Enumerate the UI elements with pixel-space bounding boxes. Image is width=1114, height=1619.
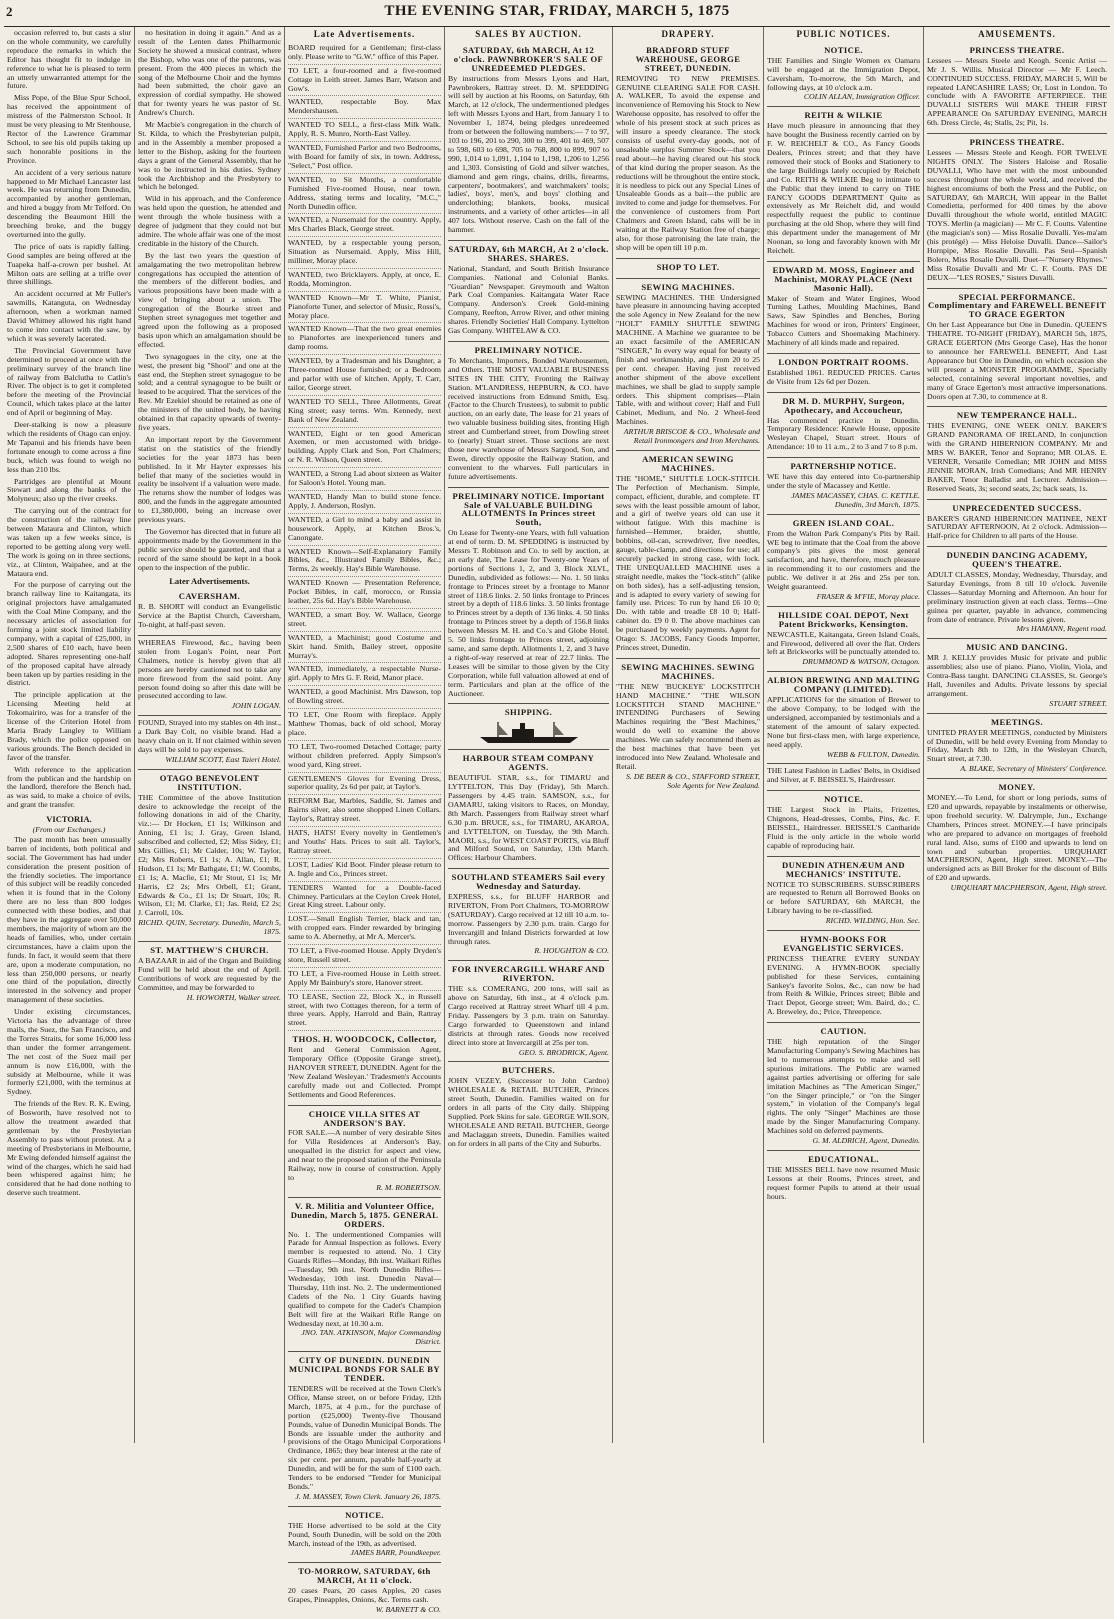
ad-signature: G. M. ALDRICH, Agent, Dunedin. [812, 1136, 920, 1146]
classified-ad: TO LET, One Room with fireplace. Apply Matthew Thomas, back of old school, Moray place. [288, 709, 441, 741]
steamship-icon [448, 719, 609, 745]
advertisement [448, 241, 609, 342]
news-paragraph: occasion referred to, but casts a slur on the whole community, we carefully reproduce the remarks in which the Editor has thought fit to indulge in reference to what he is pleased to term an utterly unwarranted attempt for the future. [7, 28, 131, 91]
classified-ad: TO LET, Two-roomed Detached Cottage; party without children preferred. Apply Simpson's wood yard, King street. [288, 741, 441, 773]
ad-body: R. B. SHORT will conduct an Evangelistic Service at the Baptist Church, Caversham, To-night, at half-past seven. [138, 602, 281, 630]
ad-body: THE s.s. COMERANG, 200 tons, will sail as above on Saturday, 6th inst., at 4 o'clock p.m. Cargo received at Rattray street Wharf till 4 p.m. Friday. Passengers by 3 p.m. train on Saturday. Cargo forwarded to Queenstown and inland districts at through rates. Goods now received direct into store at Invercargill at 25s per ton. [448, 984, 609, 1047]
ad-signature: FRASER & M'FIE, Moray place. [816, 591, 920, 601]
column-3-late-ads [284, 27, 444, 1614]
ad-title: AMERICAN SEWING MACHINES. [642, 453, 734, 473]
classified-ad: TENDERS Wanted for a Double-faced Chimney. Particulars at the Ceylon Creek Hotel, Great King street. Labour only. [288, 882, 441, 914]
ad-signature: H. HOWORTH, Walker street. [186, 992, 281, 1002]
ad-body: "THE NEW 'BUCKEYE' LOCKSTITCH HAND MACHINE." "THE WILSON LOCKSTITCH STAND MACHINE." INTENDING Purchasers of Sewing Machines requiring the "Best Machines," would do well to examine the above machines. We can safely recommend them as the best machines that have been yet introduced into New Zealand. Wholesale and Retail. [616, 681, 760, 771]
advertisement [288, 1563, 441, 1619]
classified-ad: WANTED Known—Mr T. White, Pianist, Pianoforte Tuner, and selector of Music, Rossi's, Moray place. [288, 292, 441, 324]
ad-body: Established 1861. REDUCED PRICES. Cartes de Visite from 12s 6d per Dozen. [767, 367, 920, 386]
ad-body: NOTICE TO SUBSCRIBERS. SUBSCRIBERS are requested to Return all Borrowed Books on or before SATURDAY, 6th MARCH, the Library having to be re-classified. [767, 879, 920, 916]
advertisement [138, 636, 281, 716]
masthead [0, 0, 1114, 24]
ad-title: SPECIAL PERFORMANCE. Complimentary and FAREWELL BENEFIT TO GRACE EGERTON [928, 291, 1106, 320]
ad-title: HILLSIDE COAL DEPOT, Next Patent Brickworks, Kensington. [778, 609, 909, 629]
advertisement [767, 458, 920, 515]
classified-ad: TO LET, a Five-roomed House. Apply Dryden's store, Russell street. [288, 945, 441, 968]
advertisement [288, 1106, 441, 1198]
ad-signature: W. BARNETT & CO. [375, 1604, 441, 1614]
news-paragraph: Wild in his approach, and the Conference was held upon the question, he attended and went through the whole business with a degree of judgment that they could not but admire. The whole affair was one of the most creditable in the history of the Church. [138, 194, 281, 248]
advertisement [138, 588, 281, 636]
ad-signature: R. HOUGHTON & CO. [534, 946, 609, 956]
classified-ad: WANTED Known—That the two great enemies to Pianofortes are inexperienced tuners and damp rooms. [288, 323, 441, 355]
advertisement [767, 931, 920, 1023]
ad-body: Maker of Steam and Water Engines, Wood Turning Lathes, Moulding Machines, Band Saws, Saw Spindles and Benches, Boring Machines for wood or iron, Printers' Engineer, Tobacco Cutters and Shoemaking Machinery. Machinery of all kinds made and repaired. [767, 293, 920, 348]
ad-title: OTAGO BENEVOLENT INSTITUTION. [159, 772, 260, 792]
advertisement [927, 779, 1107, 897]
ad-title: DUNEDIN DANCING ACADEMY, QUEEN'S THEATRE. [946, 550, 1088, 570]
news-paragraph: no hesitation in doing it again." And as a result of the Lenten dates Philharmonic Society he showed a musical contrast, where the Bishop, who was one of the patrons, was present. From the 400 pieces in which the song of the Melbourne Choir and the hymns had been submitted, the choir gave an expression of cordial sympathy. He showed that for twenty years he was pastor of St. Andrew's Church. [138, 28, 281, 118]
ad-body: THIS EVENING, ONE WEEK ONLY. BAKER'S GRAND PANORAMA OF IRELAND, In conjunction with the GRAND HIBERNION COMPANY. Mr and MRS W. BAKER, Tenor and Soprano; MR OLAS. E. VERNER, Versatile Comedian; MR JOHN and MISS JENNIE MORAN, Irish Comedians; And MR HENRY BAKER, Tenor Balladist and Lecturer. Admission—Reserved Seats, 3s; second seats, 2s; back seats, 1s. [927, 421, 1107, 493]
news-paragraph: Partridges are plentiful at Mount Stewart and along the banks of the Molyneux; also up the river creeks. [7, 476, 131, 504]
victoria-subheading: (From our Exchanges.) [32, 825, 106, 835]
column-2-news [134, 27, 284, 1443]
ad-title: SHOP TO LET. [656, 261, 720, 272]
news-paragraph: Miss Pope, of the Blue Spur School, has received the appointment of mistress of the Palmerston School. It must be very pleasing to Mr Stenhouse, Rector of the Lawrence Grammar School, to see his old pupils taking up such honorable positions in the Province. [7, 93, 131, 165]
public-notices-heading: PUBLIC NOTICES. [796, 29, 891, 39]
advertisement [448, 869, 609, 961]
ad-title: SEWING MACHINES. [641, 281, 735, 292]
classified-ad: HATS, HATS! Every novelty in Gentlemen's and Youths' Hats. Prices to suit all. Taylor's, Rattray street. [288, 827, 441, 859]
classified-ad: WANTED, by a respectable young person, Situation as Nursemaid. Apply, Miss Hill, milliner, Moray place. [288, 237, 441, 269]
ad-title: NOTICE. [824, 794, 863, 805]
advertisement [767, 354, 920, 393]
ad-body: 20 cases Pears, 20 cases Apples, 20 cases Grapes, Pineapples, Onions, &c. Terms cash. [288, 1586, 441, 1605]
ad-signature: RICHD. WILDING, Hon. Sec. [825, 916, 920, 926]
ad-title: UNPRECEDENTED SUCCESS. [952, 502, 1082, 513]
ad-body: On her Last Appearance but One in Dunedin. QUEEN'S THEATRE. TO-NIGHT (FRIDAY), MARCH 5th, 1875, GRACE EGERTON (Mrs George Case), Has the honor to announce her FAREWELL BENEFIT, And Last Appearance but One in Dunedin, on which occasion she will present a MONSTER PROGRAMME, Specially selected, containing several important novelties, and many of Grace Egerton's most attractive impersonations. Doors open at 7.30, to commence at 8. [927, 320, 1107, 401]
advertisement [448, 961, 609, 1062]
classified-ad: WANTED, to Sit Months, a comfortable Furnished Five-roomed House, near town. Address, stating terms and locality, "M.C.," North Dunedin office. [288, 174, 441, 215]
ad-signature: DRUMMOND & WATSON, Octagon. [802, 657, 920, 667]
news-paragraph: Under existing circumstances, Victoria has the advantage of three mails, the Suez, the San Francisco, and the Torres Straits, for some 16,000 less than under the former arrangement. The net cost of the Suez mail per annum is now £16,000, with the subsidy at Melbourne, while it was formerly £21,000, with the terminus at Sydney. [7, 1007, 131, 1097]
ad-signature: S. DE BEER & CO., STAFFORD STREET, Sole Agents for New Zealand. [626, 771, 760, 790]
classified-ad: GENTLEMEN'S Gloves for Evening Dress, superior quality, 2s 6d per pair, at Taylor's. [288, 773, 441, 796]
classified-ad: WANTED, a Strong Lad about sixteen as Waiter for Saloon's Hotel. Young man. [288, 468, 441, 491]
ad-signature: JNO. TAN. ATKINSON, Major Commanding District. [301, 1328, 441, 1347]
classified-ad: WANTED Known—Self-Explanatory Family Bibles, &c., Illustrated Family Bibles, &c.; Terms, 2s weekly. Hay's Bible Warehouse. [288, 546, 441, 578]
ad-title: EDUCATIONAL. [808, 1153, 879, 1164]
ad-title: PRINCESS THEATRE. [969, 137, 1065, 148]
advertisement [448, 42, 609, 241]
advertisement [288, 1352, 441, 1507]
ad-signature: WILLIAM SCOTT, East Taieri Hotel. [165, 754, 281, 764]
ad-body: ADULT CLASSES, Monday, Wednesday, Thursday, and Saturday Evenings, from 8 till 10 o'clock. Juvenile Classes—Saturday Morning and Afternoon. An hour for preliminary instruction given at each class. Terms—One guinea per quarter, payable in advance, commencing from date of entrance. Private lessons given. [927, 570, 1107, 624]
advertisement [448, 750, 609, 869]
advertisement [927, 714, 1107, 779]
advertisement [288, 1031, 441, 1105]
classified-ad: WANTED, Furnished Parlor and two Bedrooms, with Board for family of six, in town. Address, "Select," Post office. [288, 142, 441, 174]
classified-ad: WANTED, a Girl to mind a baby and assist in housework. Apply, at Kitchen Bros.'s, Canongate. [288, 514, 441, 546]
ad-title: NOTICE. [824, 44, 863, 55]
classified-ad: REFORM Bar, Marbles, Saddle, St. James and Bairns silver, also some shopped Linen Collars. Taylor's, Rattray street. [288, 795, 441, 827]
column-7-amusements [923, 27, 1110, 1443]
classified-ad: WANTED, a Nursemaid for the country. Apply, Mrs Charles Black, George street. [288, 214, 441, 237]
advertisement [616, 279, 760, 451]
ad-body: FOUND, Strayed into my stables on 4th inst., a Dark Bay Colt, no visible brand. Had a heavy chain on it. If not claimed within seven days will be sold to pay expenses. [138, 718, 281, 754]
advertisement [767, 791, 920, 856]
ad-title: BRADFORD STUFF WAREHOUSE, GEORGE STREET, DUNEDIN. [635, 44, 741, 73]
drapery-heading: DRAPERY. [661, 29, 715, 39]
ad-title: FOR INVERCARGILL WHARF AND RIVERTON. [452, 964, 605, 984]
advertisement [927, 639, 1107, 713]
classified-ad: TO LET, a Five-roomed House in Leith street. Apply Mr Bainbury's store, Hanover street. [288, 968, 441, 991]
column-4-auctions [444, 27, 612, 1443]
ad-body: On Lease for Twenty-one Years, with full valuation at end of term. D. M. SPEDDING is instructed by Messrs T. Robinson and Co. to sell by auction, at an early date, The Lease for Twenty-one Years of portions of Sections 1, 2, and 3, Block XLVI., Dunedin, subdivided as follows:— No. 1. 50 links frontage to Princes street by a frontage to Manor street of 118.6 links. 2. 50 links frontage to Princes street by a depth of 118.6 links. 3. 50 links frontage to Princes street by a depth of 136 links. 4. 50 links frontage to Princes street by a depth of 156.8 links between Messrs M. H. and Co.'s and Globe Hotel. 5. 50 links frontage to Princes street, adjoining same, and same depth. Allotments 1, 2, and 3 have a right-of-way reserved at rear of 22.7 links. The Leases will be similar to those given by the City Corporation, while full valuation allowed at end of term. Particulars and plan at the office of the Auctioneer. [448, 528, 609, 698]
advertisement [927, 407, 1107, 499]
ad-signature: COLIN ALLAN, Immigration Officer. [803, 92, 920, 102]
classified-ad: LOST, Ladies' Kid Boot. Finder please return to A. Ingle and Co., Princes street. [288, 859, 441, 882]
column-6-public-notices [763, 27, 923, 1443]
ad-body: EXPRESS, s.s., for BLUFF HARBOR and RIVERTON, From Port Chalmers, TO-MORROW (SATURDAY). Cargo received at 12 till 10 a.m. to-morrow. Passengers by 2.30 p.m. train. Cargo for Invercargill and Inland Districts forwarded at low through rates. [448, 892, 609, 946]
classified-ad: WANTED TO SELL, a first-class Milk Walk. Apply, R. S. Munro, North-East Valley. [288, 119, 441, 142]
classified-ad: TO LET, a four-roomed and a five-roomed Cottage in Leith street. James Barr, Watson and Gow's. [288, 65, 441, 97]
ad-body: MR J. KELLY provides Music for private and public assemblies; also use of piano. Piano, Violin, Viola, and Contra-Bass taught. DANCING CLASSES, St. George's Hall, Juveniles and Adults. Private lessons by special arrangement. [927, 653, 1107, 698]
news-paragraph: The Governor has directed that in future all appointments made by the Government in the public service should be gazetted, and that a record of the same should be kept in a book open to the inspection of the public. [138, 526, 281, 572]
ad-body: Rent and General Commission Agent, Temporary Office (Opposite Grange street), HANOVER STREET, DUNEDIN. Agent for the 'New Zealand Wesleyan.' Tradesmen's Accounts carefully made out and Collected. Prompt Settlements and Good References. [288, 1045, 441, 1099]
ad-body: BEAUTIFUL STAR, s.s., for TIMARU and LYTTELTON, This Day (Friday), 5th March. Passengers by 4.45 train. SAMSON, s.s., for OAMARU, taking visitors to Races, on Monday, 8th March. Passengers from Railway street wharf 6.30 p.m. BRUCE, s.s., for TIMARU, AKAROA, and LYTTELTON, on Tuesday, the 9th March. MAORI, s.s., for WEST COAST PORTS, via Bluff and Milford Sound, on Saturday, 13th March. Offices: Harbour Chambers. [448, 773, 609, 863]
news-paragraph: By the last two years the question of amalgamating the two metropolitan hebrew congregations has occupied the attention of the members of the different bodies, and various propositions have been made with a view of bringing about a union. The congregation of the Bourke street and Stephen street synagogues met together and agreed upon the following as a proposed basis upon which an amalgamation should be effected. [138, 250, 281, 349]
news-paragraph: An important report by the Government statist on the statistics of the friendly societies for the year 1873 has been published. In it Mr Hayter expresses his belief that many of the societies would in reality be insolvent if a valuation were made. The returns show the number of lodges was 800, and the funds in the aggregate amounted to £1,380,000, being an increase over previous years. [138, 434, 281, 525]
news-paragraphs-continued [138, 29, 281, 572]
ad-title: SATURDAY, 6th MARCH, At 2 o'clock. SHARES. SHARES. [448, 243, 609, 263]
advertisement [767, 764, 920, 791]
later-ads-list [138, 588, 281, 1006]
ad-body: THE Largest Stock in Plaits, Frizettes, Chignons, Head-dresses, Combs, Pins, &c. F. BEISSEL, Hairdresser. BEISSEL'S Cantharide Fluid is the only article in the whole world capable of reproducing hair. [767, 805, 920, 850]
ad-title: CHOICE VILLA SITES AT ANDERSON'S BAY. [308, 1108, 421, 1128]
advertisement [448, 342, 609, 488]
classified-ad: WANTED, a smart Boy. W. Wallace, George street. [288, 609, 441, 632]
classified-ad: WANTED Known — Presentation Reference, Pocket Bibles, in calf, morocco, or Russia leather, 25s 6d. Hay's Bible Warehouse. [288, 577, 441, 609]
news-paragraph: An accident of a very serious nature happened to Mr Michael Lancaster last week. He was returning from Dunedin, accompanied by another gentleman, and hired a buggy from Mr Telford. On descending the Beaumont Hill the breeching broke, and the buggy overturned into the gully. [7, 167, 131, 239]
ad-title: DR M. D. MURPHY, Surgeon, Apothecary, and Accoucheur, [782, 395, 905, 415]
ad-title: ST. MATTHEW'S CHURCH. [150, 945, 269, 956]
ad-body: PRINCESS THEATRE EVERY SUNDAY EVENING. A HYMN-BOOK specially published for these Services, containing Sankey's favorite Solos, &c., can now be had from Reith & Wilkie, Princes street; Bible and Tract Depot, George street; Wm. Baird, do.; C. A. Breweley, do.; Price, Threepence. [767, 953, 920, 1017]
ad-title: SATURDAY, 6th MARCH, At 12 o'clock. PAWNBROKER'S SALE OF UNREDEEMED PLEDGES. [453, 44, 604, 73]
classified-ad: WANTED, a good Machinist. Mrs Dawson, top of Bowling street. [288, 686, 441, 709]
ad-body: MONEY.—To Lend, for short or long periods, sums of £20 and upwards, repayable by instalments or otherwise, upon freehold security. W. Dalrymple, Jun., Exchange Chambers, Princes street. MONEY.—I have principals who are prepared to advance on mortgages of freehold rural land. Also, sums of £100 and upwards to lend on town and suburban properties. URQUHART MACPHERSON, Agent, High street. MONEY.—The undersigned acts as Bill Broker for the discount of Bills of £20 and upwards. [927, 793, 1107, 883]
advertisement [767, 107, 920, 262]
ad-title: SHIPPING. [504, 707, 553, 718]
ad-signature: JAMES BARR, Poundkeeper. [350, 1548, 441, 1558]
ad-title: THOS. H. WOODCOCK, Collector, [292, 1034, 437, 1045]
auctions-heading: SALES BY AUCTION. [475, 29, 582, 39]
ad-body: THE high reputation of the Singer Manufacturing Company's Sewing Machines has led to numerous attempts to make and sell spurious imitations. The Public are warned against parties advertising or offering for sale imitation Machines as "The American Singer," "on the Singer principle," or "on the Singer system," in violation of the Company's legal rights. The only "Singer" Machines are those made by the Singer Manufacturing Company. Machines sold on deferred payments. [767, 1037, 920, 1136]
ad-body: WHEREAS Firewood, &c., having been stolen from Logan's Point, near Port Chalmers, notice is hereby given that all persons are hereby cautioned not to take any more firewood from the said point. Any person found doing so after this date will be prosecuted according to law. [138, 638, 281, 701]
advertisement [448, 488, 609, 705]
advertisement [927, 42, 1107, 134]
ad-title: BUTCHERS. [501, 1065, 556, 1076]
ad-title: PRINCESS THEATRE. [969, 44, 1065, 55]
ad-title: GREEN ISLAND COAL. [792, 517, 895, 528]
ad-signature: JAMES MACASSEY, CHAS. C. KETTLE. Dunedin, 3rd March, 1875. [791, 490, 920, 509]
classified-ad: WANTED, respectable Boy. Max Mendershausen. [288, 96, 441, 119]
ad-body: JOHN VEZEY, (Successor to John Cardno) WHOLESALE & RETAIL BUTCHER, Princes street South, Dunedin. Families waited on for orders in all parts of the City daily. Shipping Supplied. Pork Skins for sale. GEORGE WILSON, WHOLESALE AND RETAIL BUTCHER, George and Maclaggan streets, Dunedin. Families waited on for orders in all parts of the City and Suburbs. [448, 1076, 609, 1148]
classified-ad: WANTED, a Machinist; good Costume and Skirt hand. Smith, Bailey street, opposite Murray's. [288, 632, 441, 664]
advertisement [927, 500, 1107, 548]
ad-title: MONEY. [998, 782, 1036, 793]
advertisement [616, 259, 760, 279]
ad-title: CITY OF DUNEDIN. DUNEDIN MUNICIPAL BONDS FOR SALE BY TENDER. [288, 1355, 441, 1384]
advertisement [767, 1151, 920, 1207]
ad-title: EDWARD M. MOSS, Engineer and Machinist, MORAY PLACE (Next Masonic Hall). [772, 264, 915, 293]
classified-ad: WANTED, Eight or ten good American Axemen, or men accustomed with bridge-building. Apply Clark and Son, Port Chalmers; or N. R. Wilson, Queen street. [288, 428, 441, 469]
ad-signature: Mrs HAMANN, Regent road. [1016, 624, 1107, 634]
victoria-heading: VICTORIA. [46, 814, 92, 825]
ad-body: TENDERS will be received at the Town Clerk's Office, Manse street, on or before Friday, 12th March, 1875, at 4 p.m., for the purchase of portion (£25,000) Twenty-five Thousand Pounds, value of Dunedin Municipal Bonds. The Bonds are issuable under the authority and provisions of the Otago Municipal Corporations Ordinance, 1865; they bear interest at the rate of six per cent. per annum, payable half-yearly at Dunedin, and will be for the sum of £100 each. Tenders to be endorsed "Tender for Municipal Bonds." [288, 1384, 441, 1491]
ad-title: MEETINGS. [990, 716, 1044, 727]
ad-title: SEWING MACHINES. SEWING MACHINES. [621, 661, 755, 681]
ad-signature: RICHD. QUIN, Secretary. Dunedin, March 5, 1875. [138, 918, 281, 937]
classified-ad: BOARD required for a Gentleman; first-class only. Please write to "G.W." office of this Paper. [288, 42, 441, 65]
classified-ad: WANTED TO SELL, Three Allotments, Great King street; easy terms. Wm. Kennedy, next Bank of New Zealand. [288, 396, 441, 428]
advertisement [138, 770, 281, 942]
advertisement [927, 547, 1107, 639]
ad-title: HYMN-BOOKS FOR EVANGELISTIC SERVICES. [783, 934, 904, 953]
ad-title: V. R. Militia and Volunteer Office, Dunedin, March 5, 1875. GENERAL ORDERS. [290, 1200, 439, 1229]
classified-ad: LOST.—Small English Terrier, black and tan, with cropped ears. Finder rewarded by bringing same to A. Abernethy, at Mr A. Mercer's. [288, 913, 441, 945]
advertisement [616, 451, 760, 659]
ad-body: A BAZAAR in aid of the Organ and Building Fund will be held about the end of April. Contributions of work are requested by the Committee, and may be forwarded to [138, 956, 281, 992]
ad-body: APPLICATIONS for the situation of Brewer to the above Company, to be lodged with the undersigned, accompanied by testimonials and a statement of the amount of salary expected. None but first-class men, with large experience, need apply. [767, 695, 920, 749]
ad-title: LONDON PORTRAIT ROOMS. [778, 357, 909, 367]
public-notices-list [767, 42, 920, 1207]
advertisement [448, 1062, 609, 1153]
ad-body: BAKER'S GRAND HIBERNICON MATINEE, NEXT SATURDAY AFTERNOON, At 2 o'clock. Admission—Half-price for Children to all parts of the House. [927, 513, 1107, 541]
ad-body: THE Families and Single Women ex Oamaru will be engaged at the Immigration Depot, Caversham, To-morrow, the 5th March, and following days, at 10 o'clock a.m. [767, 55, 920, 92]
classified-ad: TO LEASE, Section 22, Block X., in Russell street, with two Cottages thereon, for a term of three years. Apply, Harrold and Bain, Rattray street. [288, 991, 441, 1032]
ad-body: Has commenced practice in Dunedin. Temporary Residence: Knewle House, opposite Wesleyan Chapel, Stuart street. Hours of Attendance: 10 to 11 a.m., 2 to 3 and 7 to 8 p.m. [767, 415, 920, 452]
ad-body: NEWCASTLE, Kaitangata, Green Island Coals, and Firewood, delivered all over the flat. Orders left at Brickworks will be punctually attended to. [767, 629, 920, 657]
ad-body: REMOVING TO NEW PREMISES. GENUINE CLEARING SALE FOR CASH. A. WALKER, To avoid the expense and inconvenience of Removing his Stock to New Warehouse opposite, has resolved to offer the whole of his present stock at such prices as will insure a speedy clearance. The stock consists of useful every-day goods, not of unsaleable surplus Summer Stock—that you read about—he having cleared out his stock of that kind during the proper season. As the reductions will be throughout the entire stock, it is needless to pick out any Special Lines of Unsaleable Goods as a bait—the public are invited to come and judge for themselves. For the convenience of customers from Port Chalmers and Green Island, cabs will be in waiting at the Railway Station free of charge; also, for those patronising the late train, the shop will be open till 10 p.m. [616, 73, 760, 252]
ad-title: PRELIMINARY NOTICE. Important Sale of VALUABLE BUILDING ALLOTMENTS In Princes street South, [452, 490, 605, 528]
ad-body: UNITED PRAYER MEETINGS, conducted by Ministers of Dunedin, will be held every Evening from Monday to Friday, March 8th to 12th, in the Wesleyan Church, Stuart street, at 7.30. [927, 727, 1107, 764]
ad-body: THE Horse advertised to be sold at the City Pound, South Dunedin, will be sold on the 20th March, instead of the 19th, as advertised. [288, 1520, 441, 1548]
ad-signature: GEO. S. BRODRICK, Agent. [518, 1047, 609, 1057]
news-paragraphs [7, 29, 131, 810]
advertisement [767, 607, 920, 672]
ad-title: SOUTHLAND STEAMERS Sail every Wednesday and Saturday. [451, 872, 606, 892]
ad-signature: WEBB & FULTON, Dunedin. [826, 749, 920, 759]
ad-signature: J. M. MASSEY, Town Clerk. January 26, 1875. [295, 1491, 441, 1501]
advertisement [767, 1023, 920, 1151]
column-1-news [4, 27, 134, 1443]
news-paragraph: An accident occurred at Mr Fuller's sawmills, Katanguta, on Wednesday afternoon, when a workman named David Whitney allowed his right hand to come into contact with the saw, by which it was severely lacerated. [7, 289, 131, 343]
page-number: 2 [6, 4, 13, 19]
ad-body: Lessees — Messrs Steele and Keogh. Scenic Artist — Mr J. S. Willis. Musical Director — Mr F. Leech. CONTINUED SUCCESS. FRIDAY, MARCH 5, Will be repeated LANCASHIRE LASS; Or, Lost in London. To conclude with A FAVORITE AFTERPIECE. THE DUVALLI SISTERS Will MAKE THEIR FIRST APPEARANCE On SATURDAY EVENING, MARCH 6th. Dress Circle, 4s; Stalls, 2s; Pit, 1s. [927, 55, 1107, 128]
ad-signature: R. M. ROBERTSON. [376, 1182, 441, 1192]
wanted-ads-list [288, 42, 441, 1031]
ad-title: CAUTION. [820, 1026, 867, 1037]
ad-signature: ARTHUR BRISCOE & CO., Wholesale and Retail Ironmongers and Iron Merchants. [623, 427, 760, 446]
classified-ad: WANTED, Handy Man to build stone fence. Apply, J. Anderson, Roslyn. [288, 491, 441, 514]
masthead-title: THE EVENING STAR, FRIDAY, MARCH 5, 1875 [384, 3, 730, 19]
ad-body: WE have this day entered into Co-partnership under the style of Macassey and Kettle. [767, 472, 920, 490]
late-ads-heading: Late Advertisements. [313, 29, 416, 39]
ad-body: THE Committee of the above Institution desire to acknowledge the receipt of the following donations in aid of the Charity, viz.:— Dr Hocken, £1 1s; Wilkinson and Anning, £1 1s; J. Gray, Green Island, subscribed and collected, £2; Miss Sidey, £1; Mrs Gillies, £1; Mr Calder, 10s; W. Taylor, £2; Mrs Roberts, £1 1s; A. Allan, £1; R. Hudson, £1 1s; Mr Bathgate, £1; W. Coombs, £1 1s; A. Macfie, £1; Mr Stout, £1 1s; Mr Harris, £2 2s; Mrs Orbell, £1; Grant, Edwards & Co., £1 1s; Dr Stuart, 10s; R. Wilson, £1; M. Clarke, £1; Jas. Reid, £2 2s; J. Carroll, 10s. [138, 792, 281, 918]
advertisement [616, 42, 760, 259]
news-paragraph: Two synagogues in the city, one at the west, the present big "Shool" and one at the east end, the Stephen street synagogue to be sold; and a central synagogue to be built or leased to be acquired. That the services of the Rev. Mr Ezekiel should be retained as one of the ministers of the united body, he having obtained in that capacity upwards of twenty-five years. [138, 351, 281, 432]
ad-signature: STUART STREET. [1049, 698, 1107, 708]
advertisement [927, 289, 1107, 408]
ad-body: THE "HOME," SHUTTLE LOCK-STITCH. The Perfection of Mechanism. Simple, compact, efficient, durable, and complete. IT sews with the least possible amount of labor, and a girl of twelve years old can use it without fatigue. With this machine is furnished—Hemmer, braider, shuttle, bobbins, oil-can, screwdriver, five needles, gauge, table-clamp, and directions for use; all securely packed in strong case, with lock. THE UNEQUALLED MACHINE uses a straight needle, makes the "lock-stitch" (alike on both sides), has a self-adjusting tension, and is adapted to every variety of sewing for family use. Prices: To run by hand £6 10 0; Do. with table and treadle £8 10 0; Half-cabinet do. £9 0 0. The above machines can be purchased by weekly payments. Agent for Otago: S. JACOBS, Fancy Goods Importer, Princes street, Dunedin. [616, 473, 760, 652]
ad-body: National, Standard, and South British Insurance Companies. National and Colonial Banks. "Guardian" Newspaper. Greymouth and Walton Park Coal Companies. Kaitangata Water Race Company. Anderson's Creek Gold-mining Company, Reefton, Arrow River, and other mining shares. Friendly Societies' Hall Company. Lyttelton Gas Company. WHITELAW & CO. [448, 263, 609, 336]
classified-ad: WANTED, immediately, a respectable Nurse-girl. Apply to Mrs G. F. Reid, Manor place. [288, 663, 441, 686]
ad-title: REITH & WILKIE [804, 110, 883, 121]
ad-body: THE Latest Fashion in Ladies' Belts, in Oxidised and Silver, at F. BEISSEL'S, Hairdresser. [767, 766, 920, 785]
ad-signature: A. BLAKE, Secretary of Ministers' Conference. [960, 764, 1107, 774]
late-ads-list [288, 1031, 441, 1619]
news-paragraph: The carrying out of the contract for the construction of the railway line between Mataura and Clinton, which was taken up a few weeks since, is reported to be getting along very well. The work is going on in three sections, viz., at Clinton, Waipahee, and at the Mataura end. [7, 506, 131, 578]
classified-ad: WANTED, by a Tradesman and his Daughter, a Three-roomed House furnished; or a Bedroom and parlor with use of kitchen. Apply, T. Carr, tailor, George street. [288, 355, 441, 396]
news-paragraph: Deer-stalking is now a pleasure which the residents of Otago can enjoy. Mr Tapanui and his friends have been fortunate enough to come across a fine buck, which was found to weigh no less than 210 lbs. [7, 420, 131, 474]
news-paragraph: The principle application at the Licensing Meeting held at Tokomairiro, was for a transfer of the license of the Criterion Hotel from Maria Brady Langley to William Brady, which the police opposed on various grounds. The Bench decided in favor of the transfer. [7, 690, 131, 762]
news-paragraph: For the purpose of carrying out the branch railway line to Kaitangata, its original projectors have amalgamated with the Coal Mine Company, and the necessary articles of association for forming a joint stock limited liability company, with a capital of £25,000, in 2,500 shares of £10 each, have been adopted. Shares representing one-half of the proposed capital have already been taken up by parties residing in the district. [7, 580, 131, 688]
amusement-ads-list [927, 42, 1107, 897]
victoria-paragraphs [7, 836, 131, 1198]
advertisement [767, 262, 920, 354]
ad-title: DUNEDIN ATHENÆUM AND MECHANICS' INSTITUTE. [782, 859, 905, 879]
ad-title: CAVERSHAM. [178, 591, 241, 602]
later-ads-heading: Later Advertisements. [169, 576, 250, 587]
drapery-ads-list [616, 42, 760, 795]
auction-ads-list [448, 42, 609, 1154]
advertisement [616, 659, 760, 795]
advertisement [138, 716, 281, 770]
column-5-drapery [612, 27, 763, 1443]
ad-body: From the Walton Park Company's Pits by Rail. WE beg to intimate that the Coal from the above company's pits gives the most general satisfaction, and have, therefore, much pleasure in recommending it to our customers and the public. We deliver it at 26s and 25s per ton. Weight guaranteed. [767, 528, 920, 592]
advertisement [927, 134, 1107, 289]
ad-body: No. 1. The undermentioned Companies will Parade for Annual Inspection as follows. Every member is requested to attend. No. 1 City Guards Rifles—Monday, 8th inst. Waikari Rifles—Tuesday, 9th inst. North Dunedin Rifles—Wednesday, 10th inst. Dunedin Naval—Thursday, 11th inst. No. 2. The undermentioned Cadets of the No. 1 City Guards having qualified to compete for the Cadet's Champion Belt will fire at the Waikari Rifle Range on Wednesday next, at 10.30 a.m. [288, 1229, 441, 1328]
advertisement [767, 42, 920, 107]
ad-body: FOR SALE.—A number of very desirable Sites for Villa Residences at Anderson's Bay, unequalled in the district for aspect and view, and near to the proposed station of the Peninsula Railway, now in course of construction. Apply to [288, 1128, 441, 1182]
ad-title: NOTICE. [345, 1509, 384, 1520]
ad-signature: JOHN LOGAN. [231, 701, 281, 711]
advertisement [767, 515, 920, 607]
news-paragraph: The past month has been unusually barren of incidents, both political and social. The Government has had under consideration the present position of the friendly societies. The importance of this subject will be readily conceded when it is found that in the Colony there are no less than 800 lodges connected with these bodies, and that they have in the aggregate over 50,000 members, the majority of whom are the heads of families, who, under certain circumstances, have a claim upon the funds. In fact, it would seem that there are, upon a moderate computation, no less than 250,000 persons, or nearly one third of the population, directly interested in the solvency and proper management of these societies. [7, 834, 131, 1005]
ad-body: SEWING MACHINES. THE Undersigned have pleasure in announcing having accepted the sole Agency in New Zealand for the new "HOLT" FAMILY SHUTTLE SEWING MACHINE. A Machine we guarantee to be an exact facsimile of the AMERICAN "SINGER," In every way equal for beauty of finish and workmanship, and From 20 to 25 per cent. cheaper. Having just received another shipment of the above excellent machines, we shall be glad to supply sample orders. This shipment comprises—Plain Table, with and without cover; Half and Full Cabinet, Medium, and No. 2 Wheel-feed Machines. [616, 292, 760, 427]
ad-title: PRELIMINARY NOTICE. [474, 345, 583, 355]
ad-body: By instructions from Messrs Lyons and Hart, Pawnbrokers, Rattray street. D. M. SPEDDING will sell by auction at his Rooms, on Saturday, 6th March, at 12 o'clock, The undermentioned pledges left with Messrs Lyons and Hart, from January 1 to November 1, 1874, being pledges unredeemed from or between the following numbers:— 7 to 97, 103 to 196, 201 to 290, 300 to 399, 401 to 469, 507 to 598, 603 to 698, 705 to 768, 800 to 899, 907 to 990, 1,014 to 1,091, 1,104 to 1,198, 1,206 to 1,256 and 1,303. Consisting of Gold and silver watches, diamond and gem rings, chains, drills, firearms, carpenters', bootmakers', and watchmakers' tools; ladies', boys', men's, and boys' clothing and underclothing; blankets, books, musical instruments, and a variety of other articles—in all 407 lots. Without reserve. Cash on the fall of the hammer. [448, 73, 609, 235]
advertisement [767, 857, 920, 931]
news-paragraph: The price of oats is rapidly falling. Good samples are being offered at the Tuapeka half-a-crown per bushel. At Milton oats are selling at a trifle over three shillings. [7, 241, 131, 287]
news-paragraph: The Provincial Government have determined to proceed at once with the preliminary survey of the branch line of railway from Balclutha to Catlin's River. The object is to get it completed before the meeting of the Provincial Council, which takes place at the latter end of April or beginning of May. [7, 345, 131, 418]
advertisement [288, 1198, 441, 1353]
advertisement [448, 704, 609, 750]
ad-body: Lessees — Messrs Steele and Keogh. FOR TWELVE NIGHTS ONLY. The Sisters Haloise and Rosalie DUVALLI, Who have met with the most unbounded success throughout the whole world, and received the highest encomiums of both the Press and the Public, on SATURDAY, 6th MARCH, Will appear in the Ballet Comedietta, performed for 400 times by the above Duvalli throughout the whole world, entitled MAGIC TOYS. Merlin (a magician) — Mr C. F. Coutts. Valentine (the magician's son) — Miss Rosalie Duvalli. Yes-ma'am (his protégé) — Miss Heloise Duvalli. Dance—Sailor's Hornpipe, Miss Rosalie Duvalli. Pas Seul—Spanish Bolero, Miss Rosalie Duvalli. Duet—"Nursery Rhymes." Miss Rosalie Duvalli and Mr C. F. Coutts. PAS DE DEUX—"LES ROSES," Sisters Duvalli. [927, 147, 1107, 282]
advertisement [288, 1507, 441, 1564]
advertisement [138, 942, 281, 1006]
ad-signature: URQUHART MACPHERSON, Agent, High street. [950, 883, 1107, 893]
ad-title: PARTNERSHIP NOTICE. [790, 461, 897, 472]
classified-ad: WANTED, two Bricklayers. Apply, at once, E. Rodda, Mornington. [288, 269, 441, 292]
ad-body: To Merchants, Importers, Bonded Warehousemen, and Others. THE MOST VALUABLE BUSINESS SITES IN THE CITY, Fronting the Railway Station. M'LANDRESS, HEPBURN, & CO. have received instructions from Edmund Smith, Esq. (Factor to the Church Trustees), to submit to public auction, on an early date, The lease for 21 years of two valuable business building sites, fronting High street and Cumberland street, from Dowling street to (nearly) Stuart street. Those sections are next those new warehouse of Messrs Sargood, Son, and Ewen, directly opposite the Railway Station, and convenient to the wharves. Full particulars in future advertisements. [448, 355, 609, 481]
columns [4, 26, 1110, 1614]
advertisement [767, 393, 920, 458]
news-paragraph: With reference to the application from the publican and the hardship on the landlord, therefore the Bench had, as was said, to make a choice of evils, and grant the transfer. [7, 764, 131, 810]
ad-body: Have much pleasure in announcing that they have bought the Business recently carried on by F. W. REICHELT & CO., As Fancy Goods Dealers, Princes street; and that they have removed their stock of Books and Stationery to the large Buildings lately occupied by Reichelt and Co. REITH & WILKIE Beg to intimate to the Public that they intend to carry on THE FANCY GOODS DEPARTMENT Quite as extensively as Mr Reichelt did, and would respectfully request the public to continue purchasing at the old Shop, where they will find this department under the management of Mr Noonan, so long and favorably known with Mr Reichelt. [767, 121, 920, 255]
ad-title: MUSIC AND DANCING. [966, 642, 1068, 653]
news-paragraph: Mr Macbie's congregation in the church of St. Kilda, to which the Presbyterian pulpit, and in the Assembly a member proposed a letter to the Bishop, asking for the fourteen days a grant of the General Assembly, that he was to be instructed in his duties. Sydney took the Archbishop and the Presbytery to which he belonged. [138, 120, 281, 192]
ad-title: NEW TEMPERANCE HALL. [956, 410, 1078, 421]
ad-title: TO-MORROW, SATURDAY, 6th MARCH, At 11 o'clock. [298, 1566, 431, 1586]
ad-title: ALBION BREWING AND MALTING COMPANY (LIMITED). [767, 675, 920, 695]
advertisement [767, 672, 920, 764]
amusements-heading: AMUSEMENTS. [978, 29, 1056, 39]
news-paragraph: The friends of the Rev. R. K. Ewing, of Bosworth, have resolved not to allow the treatment awarded that gentleman by the Presbyterian Assembly to pass without protest. At a meeting of Presbyterians in Melbourne, Mr Ewing defended himself against the wind of the charges, which he said had been whispered against him; he considered that he had done nothing to deserve such treatment. [7, 1099, 131, 1198]
ad-body: THE MISSES BELL have now resumed Music Lessons at their Rooms, Princes street, and request former Pupils to attend at their usual hours. [767, 1164, 920, 1201]
ad-title: HARBOUR STEAM COMPANY AGENTS. [462, 753, 595, 773]
